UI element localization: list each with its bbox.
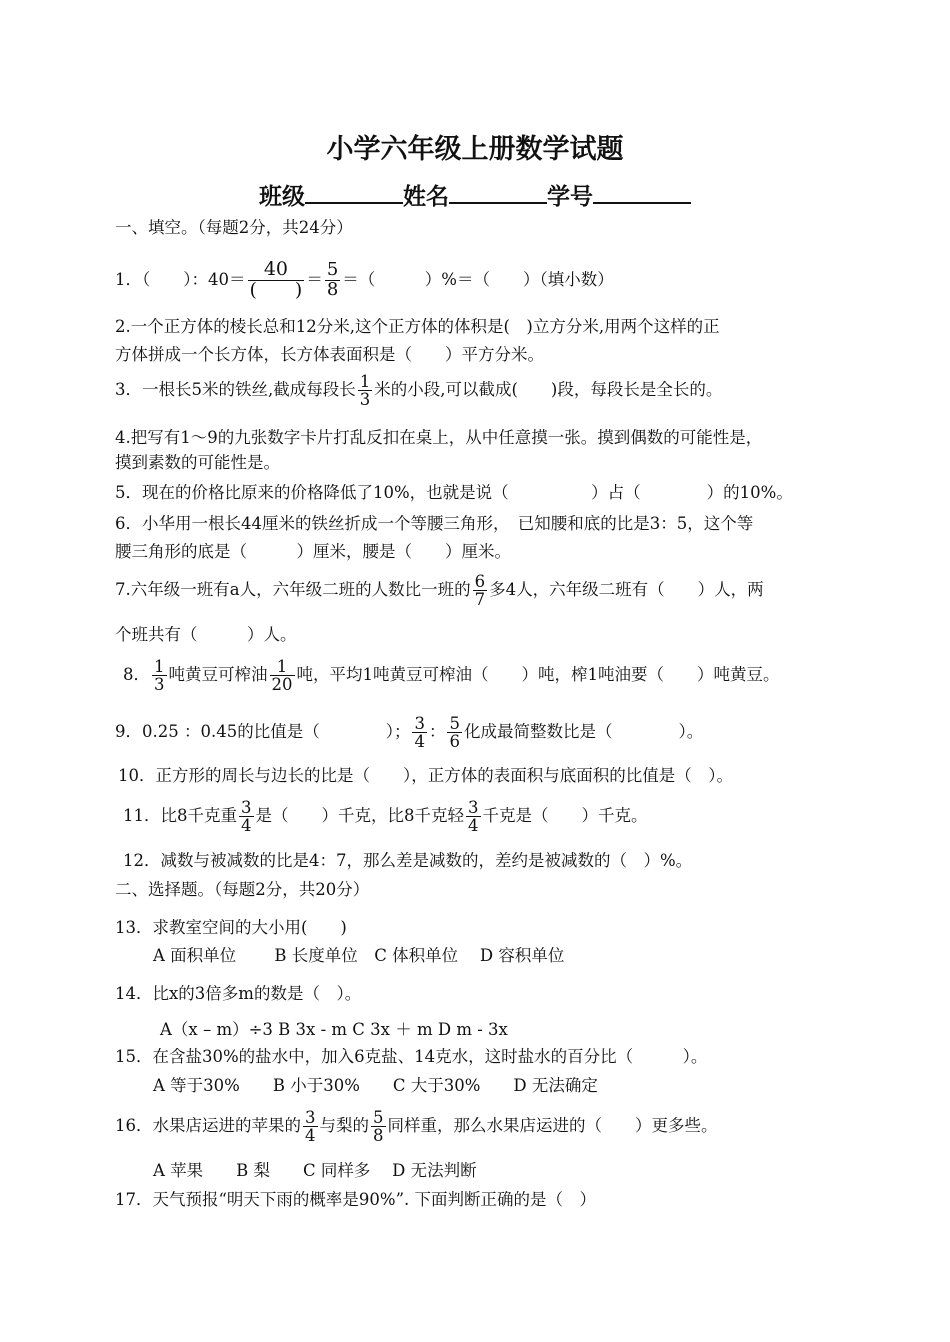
q11-frac1-num: 3 bbox=[241, 797, 252, 817]
question-16 bbox=[115, 1104, 718, 1148]
q1-frac1-den: ( ) bbox=[249, 279, 303, 301]
q3-text-a: 3．一根长5米的铁丝,截成每段长 bbox=[115, 380, 356, 399]
q8-frac2-den: 20 bbox=[271, 675, 293, 694]
q7-frac-num: 6 bbox=[474, 571, 486, 591]
q7-text-a: 7.六年级一班有a人，六年级二班的人数比一班的 bbox=[115, 580, 471, 599]
q3-text-b: 米的小段,可以截成( )段，每段长是全长的。 bbox=[374, 380, 723, 399]
q9-frac1-num: 3 bbox=[414, 713, 425, 733]
q11-text-a: 11．比8千克重 bbox=[123, 806, 237, 825]
page-title: 小学六年级上册数学试题 bbox=[326, 134, 624, 165]
class-label: 班级 bbox=[259, 184, 305, 210]
q8-frac2-num: 1 bbox=[270, 658, 295, 676]
question-9 bbox=[115, 710, 703, 754]
question-16-options: A 苹果 B 梨 C 同样多 D 无法判断 bbox=[153, 1161, 477, 1180]
q4-line2: 摸到素数的可能性是。 bbox=[115, 453, 280, 472]
q3-frac-den: 3 bbox=[359, 390, 371, 409]
question-8 bbox=[123, 653, 780, 697]
id-label: 学号 bbox=[547, 184, 593, 210]
question-13: 13．求教室空间的大小用( ) bbox=[115, 918, 347, 937]
q16-frac1-num: 3 bbox=[305, 1107, 316, 1127]
q16-text-a: 16．水果店运进的苹果的 bbox=[115, 1116, 301, 1135]
section2-heading: 二、选择题。（每题2分，共20分） bbox=[115, 880, 370, 899]
question-10: 10．正方形的周长与边长的比是（ ），正方体的表面积与底面积的比值是（ ）。 bbox=[118, 766, 733, 785]
question-15: 15．在含盐30%的盐水中，加入6克盐、14克水，这时盐水的百分比（ ）。 bbox=[115, 1047, 708, 1066]
question-17: 17．天气预报“明天下雨的概率是90%”. 下面判断正确的是（ ） bbox=[115, 1190, 597, 1209]
q11-text-c: 千克是（ ）千克。 bbox=[482, 806, 648, 825]
q7-text-b: 多4人，六年级二班有（ ）人，两 bbox=[489, 580, 764, 599]
section1-heading: 一、填空。（每题2分，共24分） bbox=[115, 218, 353, 237]
q9-text-b: 化成最简整数比是（ ）。 bbox=[463, 722, 704, 741]
q16-text-c: 同样重，那么水果店运进的（ ）更多些。 bbox=[387, 1116, 718, 1135]
q9-text-a: 9．0.25 ：0.45的比值是（ ）； bbox=[115, 722, 411, 741]
question-6 bbox=[115, 510, 753, 566]
q4-line1: 4.把写有1～9的九张数字卡片打乱反扣在桌上，从中任意摸一张。摸到偶数的可能性是， bbox=[115, 428, 763, 447]
q9-frac1-den: 4 bbox=[414, 732, 425, 751]
q2-line1: 2.一个正方体的棱长总和12分米,这个正方体的体积是( )立方分米,用两个这样的正 bbox=[115, 317, 720, 336]
question-14-options: A（x – m）÷3 B 3x - m C 3x ＋ m D m - 3x bbox=[160, 1020, 508, 1039]
q8-text-b: 吨，平均1吨黄豆可榨油（ ）吨，榨1吨油要（ ）吨黄豆。 bbox=[296, 665, 780, 684]
name-blank[interactable] bbox=[449, 182, 547, 204]
q11-frac2-num: 3 bbox=[468, 797, 479, 817]
q11-text-b: 是（ ）千克，比8千克轻 bbox=[255, 806, 464, 825]
q7-frac-den: 7 bbox=[474, 590, 486, 609]
question-11 bbox=[123, 794, 648, 838]
q1-frac2-den: 8 bbox=[326, 279, 339, 300]
student-info-row bbox=[0, 178, 950, 211]
class-blank[interactable] bbox=[305, 182, 403, 204]
id-blank[interactable] bbox=[593, 182, 691, 204]
question-15-options: A 等于30% B 小于30% C 大于30% D 无法确定 bbox=[153, 1076, 598, 1095]
q6-line2: 腰三角形的底是（ ）厘米，腰是（ ）厘米。 bbox=[115, 542, 511, 561]
q9-frac2-den: 6 bbox=[449, 732, 460, 751]
q1-text-b: ＝（ ）%＝（ ）（填小数） bbox=[342, 270, 614, 289]
q6-line1: 6．小华用一根长44厘米的铁丝折成一个等腰三角形， 已知腰和底的比是3：5，这个等 bbox=[115, 514, 754, 533]
q8-frac1-num: 1 bbox=[154, 656, 165, 676]
q8-number: 8． bbox=[123, 665, 150, 684]
q16-frac1-den: 4 bbox=[305, 1126, 316, 1145]
q8-text-a: 吨黄豆可榨油 bbox=[168, 665, 268, 684]
question-2 bbox=[115, 313, 720, 369]
question-5: 5．现在的价格比原来的价格降低了10%，也就是说（ ）占（ ）的10%。 bbox=[115, 483, 793, 502]
q16-text-b: 与梨的 bbox=[319, 1116, 369, 1135]
question-7-line2: 个班共有（ ）人。 bbox=[115, 625, 297, 644]
q1-equals: ＝ bbox=[306, 270, 323, 289]
question-4 bbox=[115, 425, 762, 475]
question-7 bbox=[115, 568, 764, 612]
q11-frac1-den: 4 bbox=[241, 816, 252, 835]
question-12: 12．减数与被减数的比是4：7，那么差是减数的，差约是被减数的（ ）%。 bbox=[123, 851, 693, 870]
q3-frac-num: 1 bbox=[359, 371, 371, 391]
q2-line2: 方体拼成一个长方体，长方体表面积是（ ）平方分米。 bbox=[115, 345, 544, 364]
q1-frac2-num: 5 bbox=[326, 259, 339, 281]
q1-text-a: 1．（ ）：40＝ bbox=[115, 270, 246, 289]
q11-frac2-den: 4 bbox=[468, 816, 479, 835]
name-label: 姓名 bbox=[403, 184, 449, 210]
q9-colon: ： bbox=[428, 722, 446, 741]
q16-frac2-num: 5 bbox=[373, 1107, 384, 1127]
q8-frac1-den: 3 bbox=[154, 675, 165, 694]
question-3 bbox=[115, 368, 722, 412]
q16-frac2-den: 8 bbox=[373, 1126, 384, 1145]
question-13-options: A 面积单位 B 长度单位 C 体积单位 D 容积单位 bbox=[153, 946, 565, 965]
question-1 bbox=[115, 258, 614, 302]
q9-frac2-num: 5 bbox=[449, 713, 460, 733]
q1-frac1-num: 40 bbox=[248, 260, 305, 281]
question-14: 14．比x的3倍多m的数是（ ）。 bbox=[115, 984, 362, 1003]
